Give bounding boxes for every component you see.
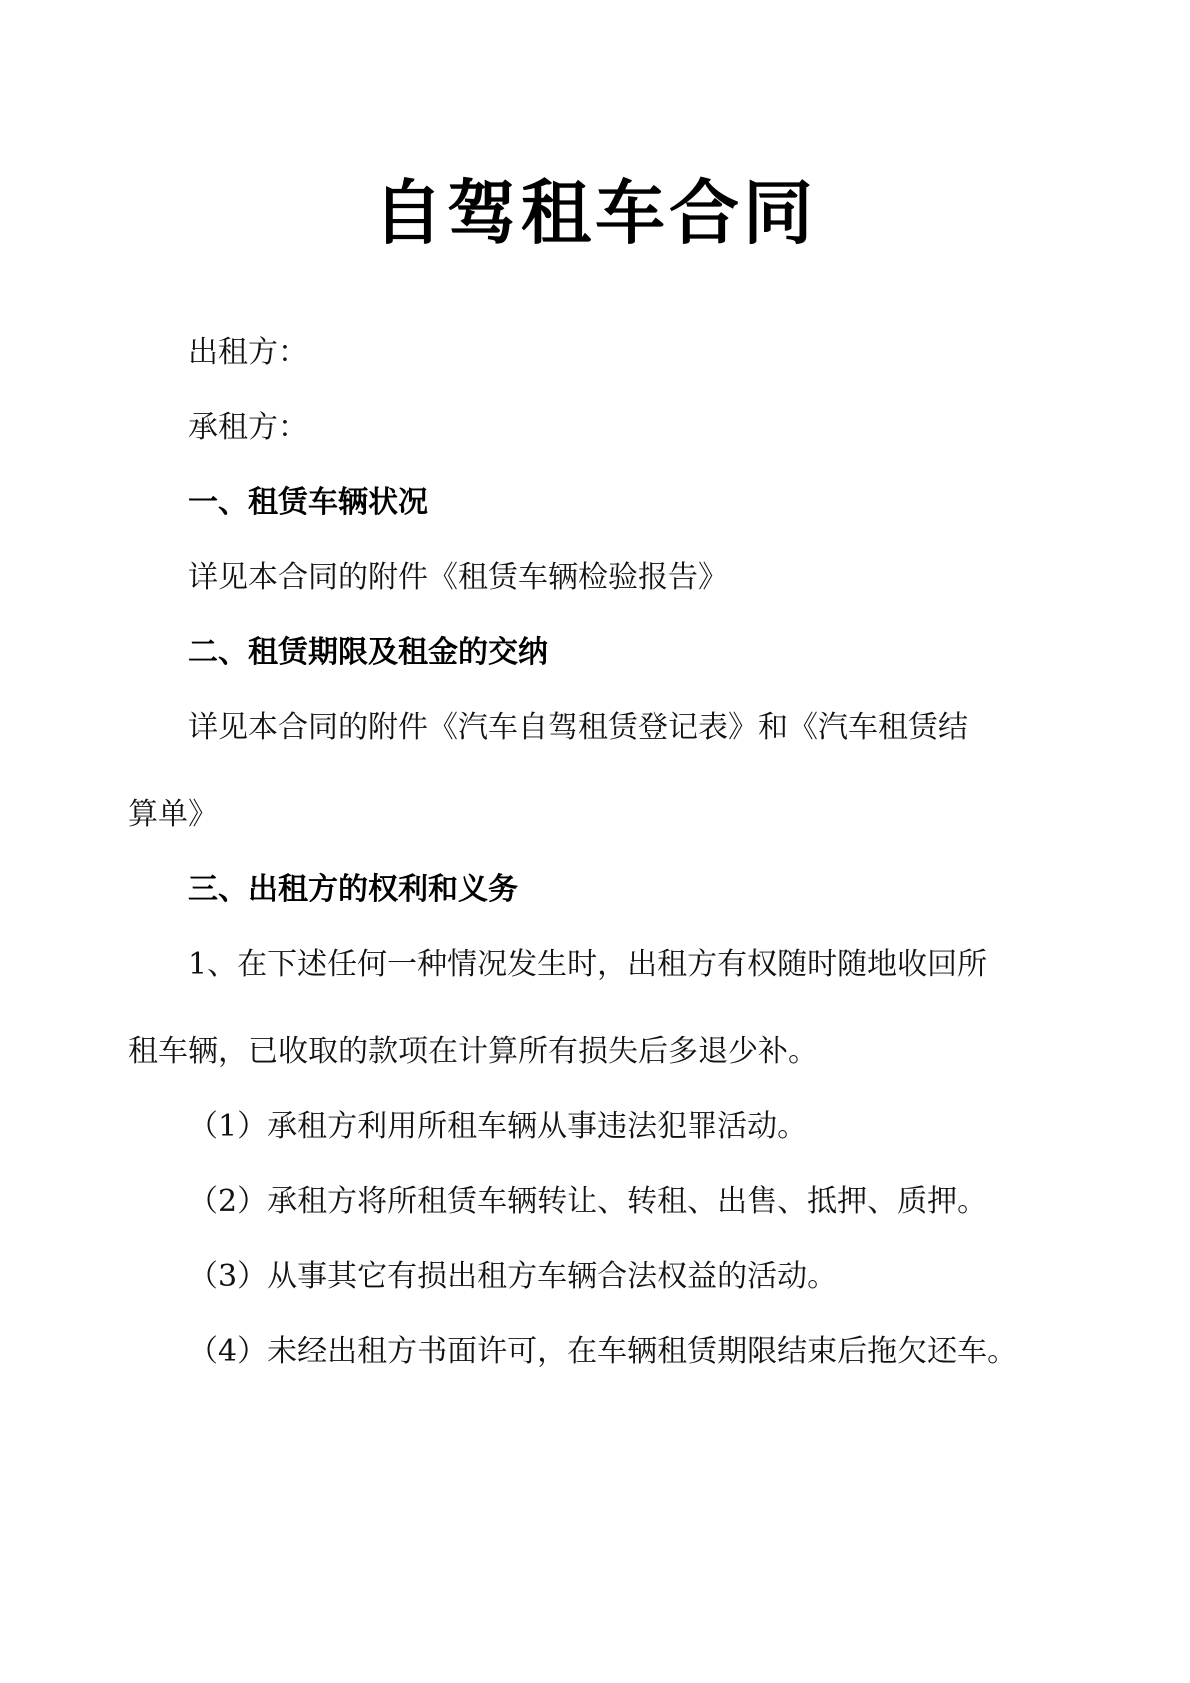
- clause-item-1: （1）承租方利用所租车辆从事违法犯罪活动。: [188, 1109, 808, 1144]
- lessee-label: 承租方：: [188, 410, 308, 445]
- clause-item-3: （3）从事其它有损出租方车辆合法权益的活动。: [188, 1259, 838, 1294]
- clause-1-line-2: 租车辆，已收取的款项在计算所有损失后多退少补。: [128, 1034, 818, 1069]
- section-heading-lessor-rights: 三、出租方的权利和义务: [188, 872, 518, 907]
- clause-item-4: （4）未经出租方书面许可，在车辆租赁期限结束后拖欠还车。: [188, 1334, 1018, 1369]
- document-title: 自驾租车合同: [373, 172, 817, 254]
- section-2-paragraph-line-2: 算单》: [128, 797, 218, 832]
- clause-1-line-1: 1、在下述任何一种情况发生时，出租方有权随时随地收回所: [188, 947, 988, 982]
- section-2-paragraph-line-1: 详见本合同的附件《汽车自驾租赁登记表》和《汽车租赁结: [188, 710, 968, 745]
- section-heading-lease-term-and-rent: 二、租赁期限及租金的交纳: [188, 635, 548, 670]
- section-heading-vehicle-condition: 一、租赁车辆状况: [188, 485, 428, 520]
- lessor-label: 出租方：: [188, 335, 308, 370]
- section-1-paragraph: 详见本合同的附件《租赁车辆检验报告》: [188, 560, 728, 595]
- clause-item-2: （2）承租方将所租赁车辆转让、转租、出售、抵押、质押。: [188, 1184, 988, 1219]
